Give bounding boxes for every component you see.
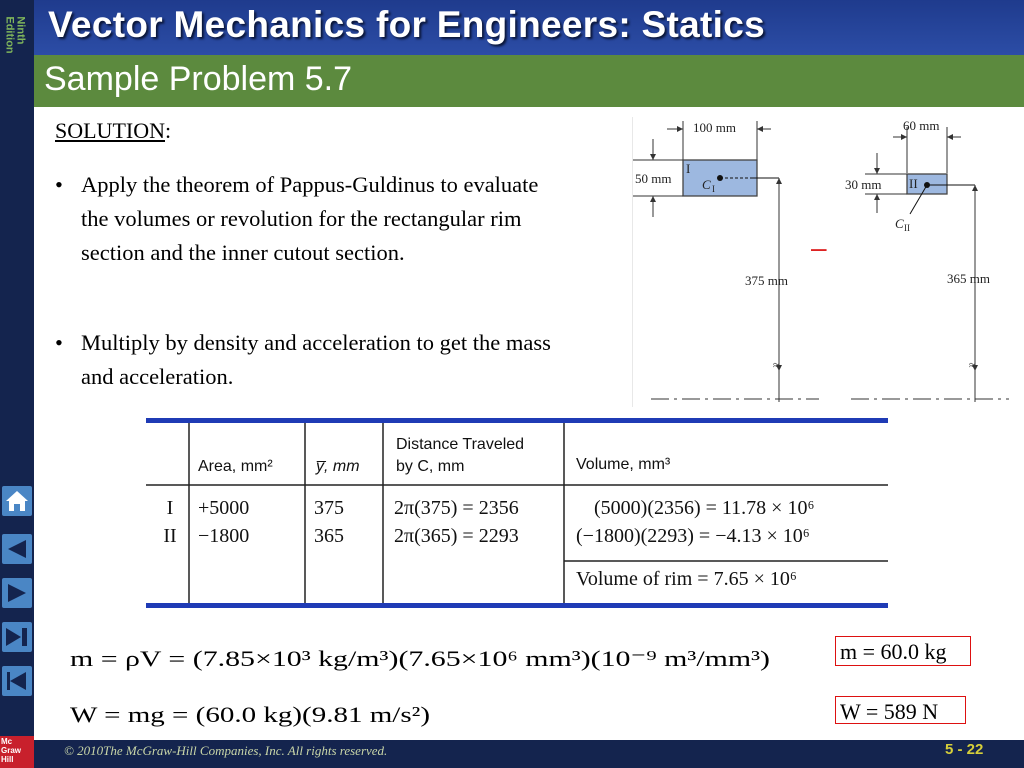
bullet-item bbox=[55, 326, 555, 396]
edition-text: Ninth Edition bbox=[3, 16, 27, 54]
sidebar bbox=[0, 0, 34, 768]
minus-operator: – bbox=[811, 232, 827, 263]
bullet-dot: • bbox=[55, 172, 63, 197]
section-II-label: II bbox=[909, 176, 918, 191]
bullet-text: Apply the theorem of Pappus-Guldinus to evaluate the volumes or revolution for the rectangular rim section and the inner cutout section. bbox=[81, 172, 539, 265]
radius-II-label: 365 mm bbox=[947, 271, 990, 286]
row-I-distance: 2π(375) = 2356 bbox=[394, 497, 519, 519]
row-I-label: I bbox=[166, 497, 174, 519]
cross-section-figure bbox=[632, 117, 1011, 407]
home-icon[interactable] bbox=[2, 486, 32, 516]
header-volume: Volume, mm³ bbox=[576, 456, 671, 473]
book-title: Vector Mechanics for Engineers: Statics bbox=[48, 4, 765, 45]
header-area: Area, mm² bbox=[198, 458, 273, 475]
radius-I-label: 375 mm bbox=[745, 273, 788, 288]
row-II-distance: 2π(365) = 2293 bbox=[394, 525, 519, 547]
row-II-area: −1800 bbox=[198, 525, 250, 547]
edition-label bbox=[0, 0, 34, 60]
solution-colon: : bbox=[165, 118, 172, 143]
results-table bbox=[146, 417, 888, 609]
row-I-area: +5000 bbox=[198, 497, 250, 519]
copyright-text: © 2010The McGraw-Hill Companies, Inc. All rights reserved. bbox=[64, 743, 388, 758]
header-distance-line2: by C, mm bbox=[396, 458, 465, 475]
row-I-volume: (5000)(2356) = 11.78 × 10⁶ bbox=[594, 497, 815, 519]
width-I-label: 100 mm bbox=[693, 120, 736, 135]
section-I-label: I bbox=[686, 161, 691, 176]
svg-text:≈: ≈ bbox=[773, 358, 780, 372]
header-distance-line1: Distance Traveled bbox=[396, 436, 525, 453]
solution-label: SOLUTION bbox=[55, 118, 165, 143]
weight-equation: W = mg = (60.0 kg)(9.81 m/s²) bbox=[70, 702, 430, 727]
width-II-label: 60 mm bbox=[903, 118, 940, 133]
solution-heading bbox=[55, 118, 171, 144]
header-ybar: y̅, mm bbox=[316, 458, 360, 475]
total-volume: Volume of rim = 7.65 × 10⁶ bbox=[576, 568, 797, 590]
bullet-text: Multiply by density and acceleration to get the mass and acceleration. bbox=[81, 330, 551, 389]
height-II-label: 30 mm bbox=[845, 177, 882, 192]
row-II-volume: (−1800)(2293) = −4.13 × 10⁶ bbox=[576, 525, 810, 547]
row-II-ybar: 365 bbox=[314, 525, 344, 547]
weight-result: W = 589 N bbox=[835, 696, 966, 724]
svg-text:≈: ≈ bbox=[969, 358, 976, 372]
row-II-label: II bbox=[163, 525, 177, 547]
centroid-I-subscript: I bbox=[712, 184, 715, 194]
mcgraw-hill-logo bbox=[0, 736, 34, 768]
subheader-bar bbox=[34, 55, 1024, 107]
mass-result: m = 60.0 kg bbox=[835, 636, 971, 666]
bullet-dot: • bbox=[55, 330, 63, 355]
centroid-II-label: C bbox=[895, 216, 904, 231]
next-icon[interactable] bbox=[2, 578, 32, 608]
height-I-label: 50 mm bbox=[635, 171, 672, 186]
back-icon[interactable] bbox=[2, 666, 32, 696]
logo-text: Mc Graw Hill bbox=[1, 737, 22, 764]
centroid-I-label: C bbox=[702, 177, 711, 192]
page-number: 5 - 22 bbox=[945, 741, 984, 758]
centroid-II-subscript: II bbox=[904, 223, 910, 233]
header-bar bbox=[34, 0, 1024, 55]
bullet-item bbox=[55, 168, 555, 304]
last-icon[interactable] bbox=[2, 622, 32, 652]
slide-title: Sample Problem 5.7 bbox=[44, 60, 353, 98]
previous-icon[interactable] bbox=[2, 534, 32, 564]
mass-equation: m = ρV = (7.85×10³ kg/m³)(7.65×10⁶ mm³)(10⁻⁹ m³/mm³) bbox=[70, 646, 770, 671]
equations bbox=[60, 620, 830, 740]
row-I-ybar: 375 bbox=[314, 497, 344, 519]
